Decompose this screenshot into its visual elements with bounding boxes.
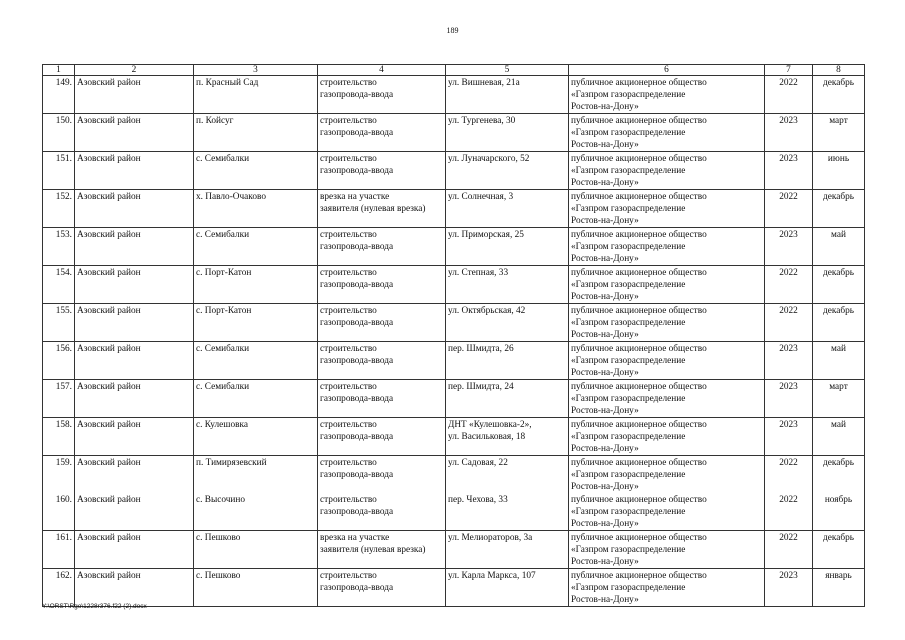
work-type-cell-text: строительство xyxy=(320,344,377,354)
month-cell xyxy=(813,152,865,190)
work-type-cell-text: строительство xyxy=(320,154,377,164)
work-type-cell-text: газопровода-ввода xyxy=(320,280,394,290)
work-type-cell-text: заявителя (нулевая врезка) xyxy=(320,204,426,214)
settlement-cell xyxy=(194,493,318,531)
address-cell xyxy=(446,304,569,342)
address-cell xyxy=(446,456,569,494)
work-type-cell-text: газопровода-ввода xyxy=(320,356,394,366)
month-cell-text: декабрь xyxy=(823,533,854,543)
organization-cell xyxy=(569,228,765,266)
year-cell xyxy=(765,190,813,228)
address-cell xyxy=(446,114,569,152)
month-cell-text: май xyxy=(831,420,846,430)
organization-cell xyxy=(569,76,765,114)
year-cell xyxy=(765,114,813,152)
work-type-cell xyxy=(318,380,446,418)
year-cell xyxy=(765,152,813,190)
settlement-cell xyxy=(194,531,318,569)
organization-cell xyxy=(569,569,765,607)
work-type-cell xyxy=(318,342,446,380)
year-cell-text: 2023 xyxy=(779,116,798,126)
month-cell-text: май xyxy=(831,230,846,240)
settlement-cell-text: с. Семибалки xyxy=(196,344,250,354)
address-cell xyxy=(446,152,569,190)
row-number-cell-text: 160. xyxy=(55,495,72,505)
organization-cell xyxy=(569,456,765,494)
work-type-cell-text: газопровода-ввода xyxy=(320,242,394,252)
year-cell xyxy=(765,418,813,456)
settlement-cell-text: с. Пешково xyxy=(196,533,241,543)
address-cell-text: ул. Октябрьская, 42 xyxy=(448,306,526,316)
settlement-cell xyxy=(194,456,318,494)
month-cell xyxy=(813,76,865,114)
year-cell xyxy=(765,380,813,418)
year-cell-text: 2023 xyxy=(779,382,798,392)
address-cell-text: ул. Солнечная, 3 xyxy=(448,192,514,202)
organization-cell-text: публичное акционерное общество xyxy=(571,458,707,468)
organization-cell-text: Ростов-на-Дону» xyxy=(571,140,639,150)
year-cell xyxy=(765,266,813,304)
year-cell-text: 2022 xyxy=(779,306,798,316)
column-header: 6 xyxy=(569,65,765,76)
organization-cell-text: Ростов-на-Дону» xyxy=(571,254,639,264)
organization-cell-text: «Газпром газораспределение xyxy=(571,470,686,480)
organization-cell-text: Ростов-на-Дону» xyxy=(571,557,639,567)
work-type-cell-text: строительство xyxy=(320,230,377,240)
table-row xyxy=(43,152,865,190)
year-cell xyxy=(765,304,813,342)
settlement-cell-text: с. Порт-Катон xyxy=(196,306,252,316)
work-type-cell-text: строительство xyxy=(320,571,377,581)
work-type-cell-text: строительство xyxy=(320,116,377,126)
work-type-cell-text: врезка на участке xyxy=(320,533,390,543)
row-number-cell xyxy=(43,152,75,190)
month-cell xyxy=(813,266,865,304)
settlement-cell-text: с. Семибалки xyxy=(196,230,250,240)
year-cell-text: 2023 xyxy=(779,420,798,430)
row-number-cell-text: 157. xyxy=(55,382,72,392)
address-cell-text: ул. Приморская, 25 xyxy=(448,230,524,240)
settlement-cell xyxy=(194,418,318,456)
organization-cell-text: «Газпром газораспределение xyxy=(571,166,686,176)
settlement-cell-text: с. Семибалки xyxy=(196,154,250,164)
settlement-cell-text: с. Семибалки xyxy=(196,382,250,392)
table-row xyxy=(43,266,865,304)
work-type-cell xyxy=(318,418,446,456)
settlement-cell-text: с. Пешково xyxy=(196,571,241,581)
organization-cell-text: «Газпром газораспределение xyxy=(571,90,686,100)
organization-cell xyxy=(569,531,765,569)
month-cell-text: январь xyxy=(825,571,852,581)
district-cell-text: Азовский район xyxy=(77,571,141,581)
organization-cell xyxy=(569,342,765,380)
settlement-cell xyxy=(194,76,318,114)
organization-cell-text: «Газпром газораспределение xyxy=(571,583,686,593)
month-cell-text: март xyxy=(829,382,848,392)
district-cell xyxy=(75,342,194,380)
work-type-cell xyxy=(318,569,446,607)
table-row xyxy=(43,304,865,342)
address-cell xyxy=(446,380,569,418)
month-cell xyxy=(813,456,865,494)
row-number-cell-text: 155. xyxy=(55,306,72,316)
table-row xyxy=(43,418,865,456)
organization-cell-text: публичное акционерное общество xyxy=(571,192,707,202)
row-number-cell-text: 158. xyxy=(55,420,72,430)
file-path-footer: Y:\ORST\Rgo\1228r376.f22 (2).docx xyxy=(42,603,147,610)
address-cell-text: ул. Тургенева, 30 xyxy=(448,116,516,126)
address-cell-text: ул. Луначарского, 52 xyxy=(448,154,530,164)
year-cell-text: 2023 xyxy=(779,344,798,354)
work-type-cell-text: строительство xyxy=(320,306,377,316)
district-cell xyxy=(75,304,194,342)
year-cell xyxy=(765,569,813,607)
address-cell-text: ул. Степная, 33 xyxy=(448,268,509,278)
address-cell-text: ул. Садовая, 22 xyxy=(448,458,508,468)
district-cell xyxy=(75,569,194,607)
row-number-cell-text: 156. xyxy=(55,344,72,354)
year-cell-text: 2023 xyxy=(779,230,798,240)
organization-cell xyxy=(569,114,765,152)
settlement-cell-text: п. Тимирязевский xyxy=(196,458,267,468)
table-row xyxy=(43,456,865,494)
district-cell-text: Азовский район xyxy=(77,116,141,126)
organization-cell-text: публичное акционерное общество xyxy=(571,306,707,316)
row-number-cell xyxy=(43,569,75,607)
settlement-cell xyxy=(194,228,318,266)
row-number-cell xyxy=(43,493,75,531)
organization-cell-text: Ростов-на-Дону» xyxy=(571,216,639,226)
district-cell xyxy=(75,456,194,494)
organization-cell-text: публичное акционерное общество xyxy=(571,154,707,164)
address-cell xyxy=(446,569,569,607)
work-type-cell xyxy=(318,114,446,152)
organization-cell-text: публичное акционерное общество xyxy=(571,495,707,505)
address-cell xyxy=(446,76,569,114)
organization-cell xyxy=(569,266,765,304)
organization-cell-text: публичное акционерное общество xyxy=(571,116,707,126)
table-row xyxy=(43,342,865,380)
address-cell-text: ул. Вишневая, 21а xyxy=(448,78,520,88)
organization-cell-text: Ростов-на-Дону» xyxy=(571,406,639,416)
row-number-cell xyxy=(43,190,75,228)
column-number-row xyxy=(43,65,865,76)
address-cell-text: ул. Васильковая, 18 xyxy=(448,432,526,442)
row-number-cell-text: 162. xyxy=(55,571,72,581)
organization-cell-text: Ростов-на-Дону» xyxy=(571,368,639,378)
organization-cell-text: «Газпром газораспределение xyxy=(571,204,686,214)
year-cell xyxy=(765,531,813,569)
district-cell-text: Азовский район xyxy=(77,382,141,392)
district-cell-text: Азовский район xyxy=(77,192,141,202)
work-type-cell xyxy=(318,456,446,494)
settlement-cell xyxy=(194,342,318,380)
district-cell xyxy=(75,493,194,531)
work-type-cell-text: врезка на участке xyxy=(320,192,390,202)
schedule-table xyxy=(42,64,865,607)
year-cell-text: 2023 xyxy=(779,154,798,164)
work-type-cell-text: газопровода-ввода xyxy=(320,166,394,176)
district-cell xyxy=(75,114,194,152)
work-type-cell-text: строительство xyxy=(320,495,377,505)
settlement-cell xyxy=(194,266,318,304)
year-cell-text: 2023 xyxy=(779,571,798,581)
row-number-cell-text: 161. xyxy=(55,533,72,543)
district-cell xyxy=(75,380,194,418)
organization-cell-text: «Газпром газораспределение xyxy=(571,242,686,252)
month-cell-text: декабрь xyxy=(823,192,854,202)
organization-cell-text: публичное акционерное общество xyxy=(571,230,707,240)
month-cell-text: ноябрь xyxy=(824,495,853,505)
row-number-cell-text: 151. xyxy=(55,154,72,164)
month-cell xyxy=(813,418,865,456)
organization-cell-text: «Газпром газораспределение xyxy=(571,318,686,328)
column-header: 1 xyxy=(43,65,75,76)
organization-cell-text: «Газпром газораспределение xyxy=(571,432,686,442)
organization-cell-text: Ростов-на-Дону» xyxy=(571,102,639,112)
organization-cell-text: Ростов-на-Дону» xyxy=(571,444,639,454)
settlement-cell-text: п. Красный Сад xyxy=(196,78,259,88)
settlement-cell xyxy=(194,380,318,418)
address-cell xyxy=(446,531,569,569)
month-cell xyxy=(813,304,865,342)
work-type-cell xyxy=(318,228,446,266)
column-header: 7 xyxy=(765,65,813,76)
address-cell-text: пер. Шмидта, 26 xyxy=(448,344,514,354)
address-cell xyxy=(446,228,569,266)
row-number-cell-text: 153. xyxy=(55,230,72,240)
organization-cell xyxy=(569,493,765,531)
work-type-cell xyxy=(318,531,446,569)
district-cell-text: Азовский район xyxy=(77,420,141,430)
month-cell xyxy=(813,380,865,418)
work-type-cell-text: строительство xyxy=(320,268,377,278)
organization-cell xyxy=(569,380,765,418)
address-cell-text: ул. Мелиораторов, 3а xyxy=(448,533,533,543)
work-type-cell-text: заявителя (нулевая врезка) xyxy=(320,545,426,555)
district-cell-text: Азовский район xyxy=(77,458,141,468)
row-number-cell-text: 150. xyxy=(55,116,72,126)
table-row xyxy=(43,76,865,114)
row-number-cell-text: 154. xyxy=(55,268,72,278)
district-cell-text: Азовский район xyxy=(77,533,141,543)
month-cell xyxy=(813,228,865,266)
address-cell-text: ул. Карла Маркса, 107 xyxy=(448,571,536,581)
work-type-cell-text: газопровода-ввода xyxy=(320,394,394,404)
district-cell-text: Азовский район xyxy=(77,306,141,316)
column-header: 8 xyxy=(813,65,865,76)
address-cell xyxy=(446,342,569,380)
settlement-cell xyxy=(194,569,318,607)
year-cell xyxy=(765,493,813,531)
row-number-cell-text: 149. xyxy=(55,78,72,88)
settlement-cell xyxy=(194,114,318,152)
row-number-cell xyxy=(43,531,75,569)
year-cell xyxy=(765,76,813,114)
organization-cell xyxy=(569,418,765,456)
column-header: 3 xyxy=(194,65,318,76)
settlement-cell xyxy=(194,190,318,228)
work-type-cell-text: газопровода-ввода xyxy=(320,432,394,442)
organization-cell-text: «Газпром газораспределение xyxy=(571,356,686,366)
organization-cell-text: Ростов-на-Дону» xyxy=(571,595,639,605)
row-number-cell xyxy=(43,304,75,342)
month-cell-text: декабрь xyxy=(823,78,854,88)
work-type-cell-text: газопровода-ввода xyxy=(320,470,394,480)
settlement-cell-text: с. Порт-Катон xyxy=(196,268,252,278)
row-number-cell xyxy=(43,266,75,304)
address-cell-text: пер. Шмидта, 24 xyxy=(448,382,514,392)
month-cell xyxy=(813,531,865,569)
organization-cell-text: публичное акционерное общество xyxy=(571,382,707,392)
organization-cell xyxy=(569,190,765,228)
address-cell-text: ДНТ «Кулешовка-2», xyxy=(448,420,532,430)
district-cell-text: Азовский район xyxy=(77,230,141,240)
table-row xyxy=(43,380,865,418)
work-type-cell-text: строительство xyxy=(320,420,377,430)
organization-cell-text: «Газпром газораспределение xyxy=(571,280,686,290)
month-cell-text: март xyxy=(829,116,848,126)
month-cell-text: декабрь xyxy=(823,458,854,468)
settlement-cell-text: с. Высочино xyxy=(196,495,246,505)
work-type-cell xyxy=(318,493,446,531)
district-cell-text: Азовский район xyxy=(77,268,141,278)
address-cell-text: пер. Чехова, 33 xyxy=(448,495,508,505)
row-number-cell xyxy=(43,342,75,380)
organization-cell-text: Ростов-на-Дону» xyxy=(571,519,639,529)
organization-cell-text: публичное акционерное общество xyxy=(571,571,707,581)
district-cell-text: Азовский район xyxy=(77,78,141,88)
settlement-cell-text: х. Павло-Очаково xyxy=(196,192,266,202)
work-type-cell-text: газопровода-ввода xyxy=(320,128,394,138)
year-cell-text: 2022 xyxy=(779,268,798,278)
work-type-cell xyxy=(318,76,446,114)
column-header: 5 xyxy=(446,65,569,76)
table-row xyxy=(43,493,865,531)
district-cell xyxy=(75,418,194,456)
work-type-cell-text: газопровода-ввода xyxy=(320,90,394,100)
district-cell xyxy=(75,531,194,569)
row-number-cell xyxy=(43,380,75,418)
organization-cell-text: «Газпром газораспределение xyxy=(571,545,686,555)
table-row xyxy=(43,114,865,152)
organization-cell-text: публичное акционерное общество xyxy=(571,78,707,88)
organization-cell-text: Ростов-на-Дону» xyxy=(571,292,639,302)
month-cell-text: май xyxy=(831,344,846,354)
month-cell-text: июнь xyxy=(827,154,850,164)
organization-cell-text: публичное акционерное общество xyxy=(571,344,707,354)
work-type-cell-text: газопровода-ввода xyxy=(320,507,394,517)
page-number: 189 xyxy=(446,26,459,35)
organization-cell-text: Ростов-на-Дону» xyxy=(571,178,639,188)
organization-cell xyxy=(569,152,765,190)
organization-cell-text: Ростов-на-Дону» xyxy=(571,482,639,492)
row-number-cell-text: 152. xyxy=(55,192,72,202)
table-row xyxy=(43,228,865,266)
table-row xyxy=(43,190,865,228)
year-cell xyxy=(765,456,813,494)
work-type-cell-text: строительство xyxy=(320,78,377,88)
month-cell xyxy=(813,190,865,228)
organization-cell-text: «Газпром газораспределение xyxy=(571,394,686,404)
address-cell xyxy=(446,418,569,456)
work-type-cell xyxy=(318,266,446,304)
district-cell xyxy=(75,76,194,114)
organization-cell-text: «Газпром газораспределение xyxy=(571,128,686,138)
organization-cell-text: публичное акционерное общество xyxy=(571,420,707,430)
organization-cell xyxy=(569,304,765,342)
settlement-cell-text: с. Кулешовка xyxy=(196,420,248,430)
settlement-cell xyxy=(194,152,318,190)
address-cell xyxy=(446,266,569,304)
work-type-cell xyxy=(318,152,446,190)
row-number-cell xyxy=(43,418,75,456)
organization-cell-text: Ростов-на-Дону» xyxy=(571,330,639,340)
work-type-cell-text: газопровода-ввода xyxy=(320,318,394,328)
table-row xyxy=(43,569,865,607)
month-cell xyxy=(813,569,865,607)
district-cell-text: Азовский район xyxy=(77,154,141,164)
work-type-cell-text: газопровода-ввода xyxy=(320,583,394,593)
year-cell xyxy=(765,342,813,380)
district-cell xyxy=(75,266,194,304)
work-type-cell xyxy=(318,190,446,228)
work-type-cell xyxy=(318,304,446,342)
row-number-cell-text: 159. xyxy=(55,458,72,468)
settlement-cell-text: п. Койсуг xyxy=(196,116,234,126)
month-cell xyxy=(813,493,865,531)
year-cell-text: 2022 xyxy=(779,78,798,88)
column-header: 2 xyxy=(75,65,194,76)
organization-cell-text: «Газпром газораспределение xyxy=(571,507,686,517)
row-number-cell xyxy=(43,76,75,114)
organization-cell-text: публичное акционерное общество xyxy=(571,533,707,543)
row-number-cell xyxy=(43,114,75,152)
district-cell-text: Азовский район xyxy=(77,495,141,505)
year-cell-text: 2022 xyxy=(779,495,798,505)
address-cell xyxy=(446,190,569,228)
month-cell xyxy=(813,342,865,380)
organization-cell-text: публичное акционерное общество xyxy=(571,268,707,278)
year-cell-text: 2022 xyxy=(779,533,798,543)
district-cell xyxy=(75,228,194,266)
address-cell xyxy=(446,493,569,531)
work-type-cell-text: строительство xyxy=(320,458,377,468)
year-cell-text: 2022 xyxy=(779,458,798,468)
district-cell xyxy=(75,190,194,228)
district-cell-text: Азовский район xyxy=(77,344,141,354)
settlement-cell xyxy=(194,304,318,342)
month-cell-text: декабрь xyxy=(823,306,854,316)
row-number-cell xyxy=(43,228,75,266)
column-header: 4 xyxy=(318,65,446,76)
work-type-cell-text: строительство xyxy=(320,382,377,392)
month-cell xyxy=(813,114,865,152)
year-cell xyxy=(765,228,813,266)
row-number-cell xyxy=(43,456,75,494)
year-cell-text: 2022 xyxy=(779,192,798,202)
month-cell-text: декабрь xyxy=(823,268,854,278)
district-cell xyxy=(75,152,194,190)
table-row xyxy=(43,531,865,569)
